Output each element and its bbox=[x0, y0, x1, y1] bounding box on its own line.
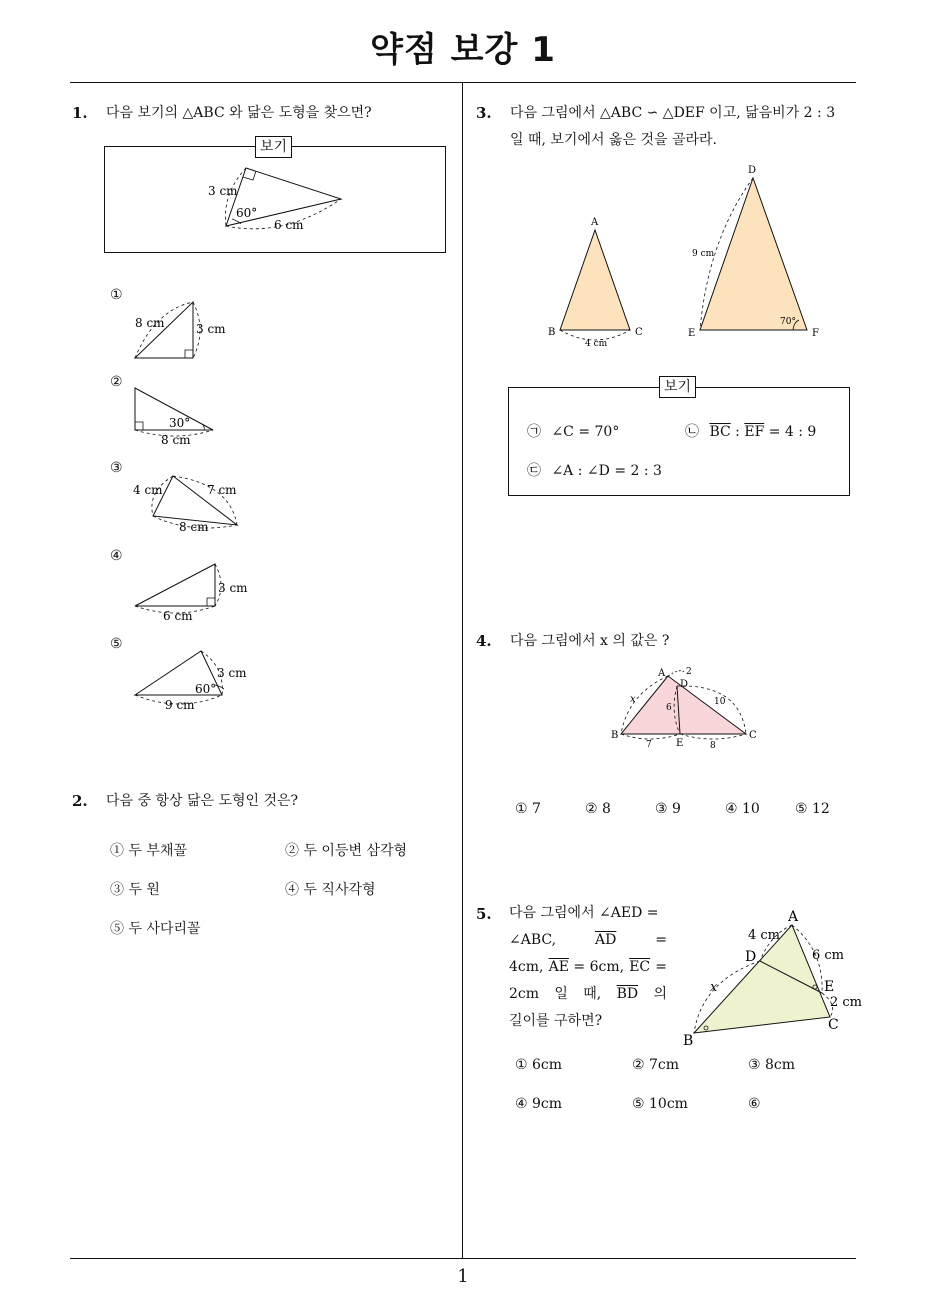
q4-label-A: A bbox=[658, 668, 666, 679]
q3-bogi-b-seg1: $\overline{BC}$ bbox=[709, 424, 731, 440]
q5-l2a: ∠ABC, bbox=[509, 932, 557, 948]
q4-label-E: E bbox=[676, 738, 684, 749]
q5-l4a: 2cm bbox=[509, 986, 540, 1002]
column-divider bbox=[462, 83, 463, 1258]
q3-label-B: B bbox=[548, 327, 556, 338]
q5-l4d: $\overline{BD}$ bbox=[616, 986, 639, 1002]
q1-opt1-label-b: 3 cm bbox=[196, 322, 226, 336]
q4-option-4[interactable]: ④ 10 bbox=[725, 801, 760, 817]
q5-label-ec: 2 cm bbox=[830, 995, 863, 1010]
q1-opt2-label-a: 30° bbox=[169, 416, 191, 430]
q3-bogi-item-b[interactable] bbox=[685, 421, 816, 441]
q1-opt5-label-c: 9 cm bbox=[165, 698, 195, 712]
q3-label-angle-f: 70° bbox=[780, 317, 796, 327]
q3-label-C: C bbox=[635, 327, 643, 338]
footer-rule bbox=[70, 1258, 856, 1259]
q1-bogi-side-a: 3 cm bbox=[208, 184, 238, 198]
q4-text: 다음 그림에서 x 의 값은 ? bbox=[510, 633, 670, 649]
q5-option-3[interactable]: ③ 8cm bbox=[748, 1057, 796, 1073]
q4-label-C: C bbox=[749, 730, 757, 741]
q2-option-3[interactable]: ③ 두 원 bbox=[110, 882, 160, 898]
q1-opt2-label-b: 8 cm bbox=[161, 433, 191, 447]
q5-l4c: 때, bbox=[583, 986, 602, 1002]
q5-l3a: 4cm, bbox=[509, 959, 544, 975]
q3-label-F: F bbox=[812, 328, 819, 339]
q1-number: 1. bbox=[72, 104, 88, 122]
q5-l3d: $\overline{EC}$ bbox=[629, 959, 651, 975]
q3-bogi-a-mark: ㉠ bbox=[527, 424, 541, 440]
q4-label-D: D bbox=[680, 679, 689, 690]
q3-label-de: 9 cm bbox=[692, 249, 715, 259]
q1-option-3-figure bbox=[125, 468, 255, 538]
q1-opt4-label-a: 3 cm bbox=[218, 581, 248, 595]
q1-opt5-label-b: 60° bbox=[195, 682, 217, 696]
q4-label-ec: 8 bbox=[710, 741, 716, 751]
q3-bogi-label: 보기 bbox=[659, 376, 696, 398]
q1-text: 다음 보기의 △ABC 와 닮은 도형을 찾으면? bbox=[106, 105, 372, 121]
q1-option-1-mark[interactable]: ① bbox=[110, 287, 123, 303]
q3-bogi-b-seg2: $\overline{EF}$ bbox=[744, 424, 765, 440]
q5-l2b: $\overline{AD}$ bbox=[594, 932, 617, 948]
header-rule bbox=[70, 82, 856, 83]
q1-option-5-mark[interactable]: ⑤ bbox=[110, 636, 123, 652]
q1-opt4-label-b: 6 cm bbox=[163, 609, 193, 623]
q1-option-4-figure bbox=[125, 556, 255, 626]
q1-option-3-mark[interactable]: ③ bbox=[110, 460, 123, 476]
q4-option-5[interactable]: ⑤ 12 bbox=[795, 801, 830, 817]
q4-option-2[interactable]: ② 8 bbox=[585, 801, 611, 817]
q1-option-2-figure bbox=[125, 382, 235, 447]
q5-number: 5. bbox=[476, 905, 492, 923]
q2-option-5[interactable]: ⑤ 두 사다리꼴 bbox=[110, 921, 201, 937]
q5-l4e: 의 bbox=[653, 986, 667, 1002]
q2-number: 2. bbox=[72, 792, 88, 810]
q5-line3 bbox=[509, 954, 667, 981]
q4-number: 4. bbox=[476, 632, 492, 650]
q1-bogi-angle: 60° bbox=[236, 206, 258, 220]
page-title: 약점 보강 1 bbox=[370, 30, 556, 70]
q5-line5: 길이를 구하면? bbox=[509, 1013, 603, 1029]
q1-bogi-label: 보기 bbox=[255, 136, 292, 158]
q4-label-B: B bbox=[611, 730, 619, 741]
q4-label-ab: x bbox=[630, 694, 636, 705]
q3-bogi-b-rest: = 4 : 9 bbox=[764, 424, 817, 440]
q1-bogi-side-b: 6 cm bbox=[274, 218, 304, 232]
q1-opt1-label-a: 8 cm bbox=[135, 316, 165, 330]
q5-label-ae: 6 cm bbox=[812, 948, 845, 963]
q1-option-5-figure bbox=[125, 643, 255, 713]
q5-label-A: A bbox=[788, 909, 799, 925]
q5-option-6[interactable]: ⑥ bbox=[748, 1096, 761, 1112]
q2-text: 다음 중 항상 닮은 도형인 것은? bbox=[106, 793, 299, 809]
q3-bogi-c-text: ∠A : ∠D = 2 : 3 bbox=[551, 463, 662, 479]
q4-option-3[interactable]: ③ 9 bbox=[655, 801, 681, 817]
q3-label-E: E bbox=[688, 328, 696, 339]
q3-figure bbox=[540, 160, 840, 355]
q5-l3c: = 6cm, bbox=[573, 959, 625, 975]
q1-opt3-label-a: 4 cm bbox=[133, 483, 163, 497]
q3-number: 3. bbox=[476, 104, 492, 122]
q1-bogi-figure bbox=[104, 146, 444, 251]
q4-label-ad: 2 bbox=[686, 667, 692, 677]
q5-label-ad: 4 cm bbox=[748, 928, 781, 943]
q5-option-1[interactable]: ① 6cm bbox=[515, 1057, 563, 1073]
q5-label-E: E bbox=[824, 979, 835, 995]
q3-bogi-b-mark: ㉡ bbox=[685, 424, 699, 440]
q3-bogi-item-c[interactable] bbox=[527, 460, 662, 480]
q5-label-C: C bbox=[828, 1017, 839, 1033]
q2-option-4[interactable]: ④ 두 직사각형 bbox=[285, 882, 376, 898]
q3-bogi-a-text: ∠C = 70° bbox=[551, 424, 620, 440]
q4-option-1[interactable]: ① 7 bbox=[515, 801, 541, 817]
q5-figure bbox=[678, 905, 868, 1050]
q5-line2 bbox=[509, 927, 667, 954]
q1-option-4-mark[interactable]: ④ bbox=[110, 548, 123, 564]
q3-bogi-item-a[interactable] bbox=[527, 421, 619, 441]
q5-l3e: = bbox=[655, 959, 667, 975]
q3-label-A: A bbox=[591, 217, 599, 228]
q4-label-de: 6 bbox=[666, 703, 672, 713]
page-number: 1 bbox=[457, 1266, 469, 1287]
q4-label-dc: 10 bbox=[714, 697, 726, 707]
q4-label-be: 7 bbox=[646, 740, 652, 750]
q5-line4 bbox=[509, 981, 667, 1008]
q3-line1: 다음 그림에서 △ABC ∽ △DEF 이고, 닮음비가 2 : 3 bbox=[510, 105, 836, 121]
q5-l3b: $\overline{AE}$ bbox=[548, 959, 569, 975]
q2-option-1[interactable]: ① 두 부채꼴 bbox=[110, 843, 187, 859]
q3-line2: 일 때, 보기에서 옳은 것을 골라라. bbox=[510, 132, 717, 148]
q5-option-4[interactable]: ④ 9cm bbox=[515, 1096, 563, 1112]
q3-label-bc: 4 cm bbox=[585, 339, 608, 349]
q5-l2c: = bbox=[655, 932, 667, 948]
q3-label-D: D bbox=[748, 165, 757, 176]
q3-bogi-c-mark: ㉢ bbox=[527, 463, 541, 479]
q1-option-1-figure bbox=[125, 296, 235, 366]
q5-label-bd: x bbox=[710, 980, 718, 995]
q1-opt5-label-a: 3 cm bbox=[217, 666, 247, 680]
q5-text bbox=[509, 900, 667, 1035]
q5-line1: 다음 그림에서 ∠AED = bbox=[509, 905, 659, 921]
q1-opt3-label-c: 8 cm bbox=[179, 520, 209, 534]
q5-label-B: B bbox=[683, 1033, 694, 1049]
q2-option-2[interactable]: ② 두 이등변 삼각형 bbox=[285, 843, 408, 859]
q1-option-2-mark[interactable]: ② bbox=[110, 374, 123, 390]
q5-option-2[interactable]: ② 7cm bbox=[632, 1057, 680, 1073]
q1-opt3-label-b: 7 cm bbox=[207, 483, 237, 497]
q5-l4b: 일 bbox=[554, 986, 568, 1002]
q5-option-5[interactable]: ⑤ 10cm bbox=[632, 1096, 688, 1112]
q5-label-D: D bbox=[745, 949, 757, 965]
q3-bogi-b-sep: : bbox=[730, 424, 745, 440]
q4-figure bbox=[600, 662, 770, 754]
